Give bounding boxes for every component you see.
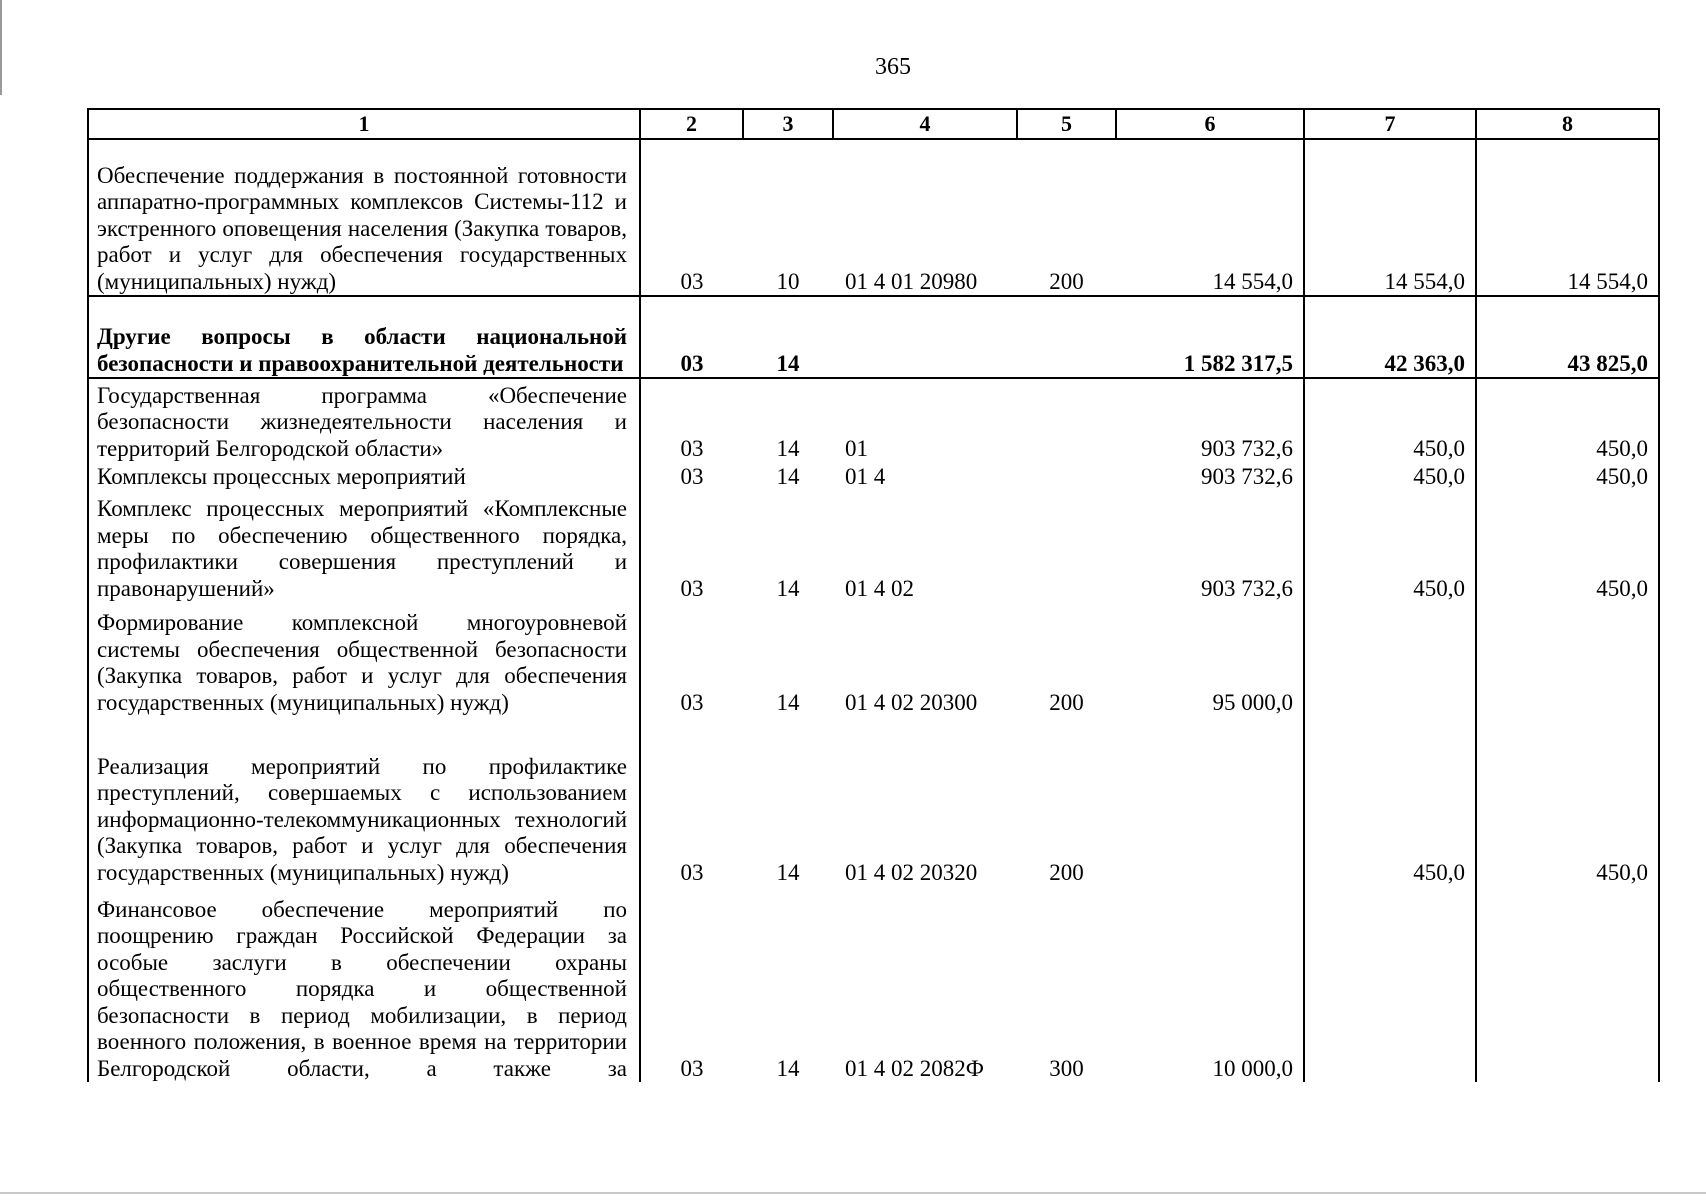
row-value-2025: 450,0 [1304,378,1476,462]
row-value-2025: 42 363,0 [1304,296,1476,378]
row-value-2025: 450,0 [1304,716,1476,886]
row-pr: 14 [776,859,800,885]
row-pr: 14 [776,463,800,489]
row-pr: 10 [743,139,833,296]
scan-bottom-edge [0,1192,1706,1194]
row-name: Реализация мероприятий по профилактике преступлений, совершаемых с использованием информационно-телекоммуникационных технологий (Закупка товаров, работ и услуг для обеспечения государственных (муниципальных) нужд) [88,716,640,886]
row-vr [1017,378,1116,462]
row-value-2026: 450,0 [1476,462,1659,490]
row-pr: 14 [776,435,800,461]
col-header-5: 5 [1017,109,1116,139]
table-row [88,886,1659,1082]
table-row [88,490,1659,602]
table-row [88,139,1659,296]
col-header-7: 7 [1304,109,1476,139]
row-value-2025: 450,0 [1304,490,1476,602]
col-header-6: 6 [1116,109,1304,139]
row-name: Комплекс процессных мероприятий «Комплексные меры по обеспечению общественного порядка, профилактики совершения преступлений и правонарушений» [88,490,640,602]
budget-table [87,108,1660,1082]
col-header-8: 8 [1476,109,1659,139]
row-value-2026: 43 825,0 [1476,296,1659,378]
row-value-2024: 1 582 317,5 [1116,296,1304,378]
row-value-2025 [1304,886,1476,1082]
table-row [88,296,1659,378]
row-name: Финансовое обеспечение мероприятий по поощрению граждан Российской Федерации за особые заслуги в обеспечении охраны общественного порядка и общественной безопасности в период мобилизации, в период военного положения, в военное время на территории Белгородской области, а также за [88,886,640,1082]
col-header-1: 1 [88,109,640,139]
row-value-2024: 903 732,6 [1116,490,1304,602]
row-vr [1017,296,1116,378]
table-row [88,462,1659,490]
row-csr: 01 4 02 2082Ф [845,1055,984,1081]
row-value-2026 [1476,886,1659,1082]
row-pr: 14 [776,689,800,715]
row-rz: 03 [640,139,743,296]
row-name: Государственная программа «Обеспечение безопасности жизнедеятельности населения и территорий Белгородской области» [88,378,640,462]
row-value-2025: 14 554,0 [1304,139,1476,296]
row-rz: 03 [640,378,743,462]
row-name: Обеспечение поддержания в постоянной готовности аппаратно-программных комплексов Системы-112 и экстренного оповещения населения (Закупка товаров, работ и услуг для обеспечения государственных (муниципальных) нужд) [88,139,640,296]
row-value-2024: 14 554,0 [1116,139,1304,296]
row-csr: 01 [845,435,868,461]
row-csr: 01 4 01 20980 [833,139,1017,296]
row-csr: 01 4 [845,463,886,489]
table-row [88,602,1659,716]
row-rz: 03 [640,602,743,716]
row-value-2024 [1116,716,1304,886]
row-rz: 03 [640,296,743,378]
row-value-2024: 10 000,0 [1116,886,1304,1082]
row-pr: 14 [743,296,833,378]
row-rz: 03 [640,462,743,490]
row-vr [1017,462,1116,490]
row-rz: 03 [640,886,743,1082]
row-vr: 200 [1017,139,1116,296]
row-value-2024: 95 000,0 [1116,602,1304,716]
header-row [88,109,1659,139]
row-name: Другие вопросы в области национальной безопасности и правоохранительной деятельности [88,296,640,378]
row-name: Формирование комплексной многоуровневой системы обеспечения общественной безопасности (Закупка товаров, работ и услуг для обеспечения государственных (муниципальных) нужд) [88,602,640,716]
col-header-4: 4 [833,109,1017,139]
row-rz: 03 [640,716,743,886]
table-row [88,716,1659,886]
row-value-2026: 14 554,0 [1476,139,1659,296]
row-value-2026 [1476,602,1659,716]
page-number: 365 [875,54,911,80]
row-value-2024: 903 732,6 [1116,378,1304,462]
row-vr: 200 [1049,689,1084,715]
row-value-2026: 450,0 [1476,716,1659,886]
row-value-2025: 450,0 [1304,462,1476,490]
row-pr: 14 [776,1055,800,1081]
table-row [88,378,1659,462]
row-vr: 200 [1049,859,1084,885]
row-value-2025 [1304,602,1476,716]
row-csr: 01 4 02 [845,575,914,601]
row-csr: 01 4 02 20300 [845,689,978,715]
row-value-2026: 450,0 [1476,490,1659,602]
col-header-2: 2 [640,109,743,139]
row-value-2026: 450,0 [1476,378,1659,462]
row-vr [1017,490,1116,602]
row-name: Комплексы процессных мероприятий [88,462,640,490]
row-csr [833,296,1017,378]
col-header-3: 3 [743,109,833,139]
row-value-2024: 903 732,6 [1116,462,1304,490]
row-vr: 300 [1049,1055,1084,1081]
row-csr: 01 4 02 20320 [845,859,978,885]
row-pr: 14 [776,575,800,601]
row-rz: 03 [640,490,743,602]
